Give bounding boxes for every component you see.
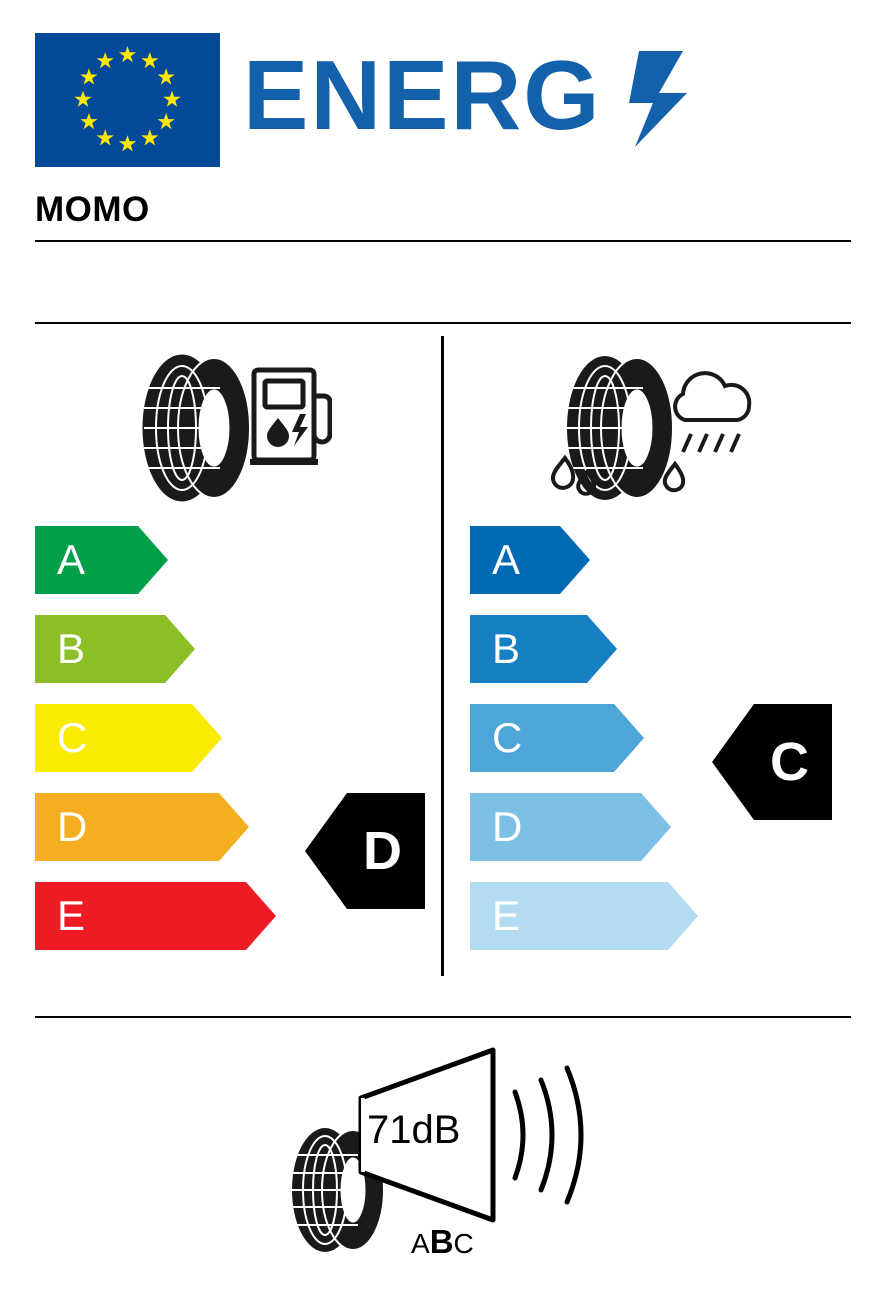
divider-top <box>35 240 851 242</box>
fuel-result-letter: D <box>363 821 402 881</box>
eu-flag-icon <box>35 33 220 167</box>
noise-class-a: A <box>411 1228 430 1259</box>
divider-second <box>35 322 851 324</box>
grade-letter: D <box>492 803 523 850</box>
grade-letter: B <box>492 625 521 672</box>
noise-class-row <box>411 1223 474 1261</box>
energy-wordmark <box>243 47 713 151</box>
grade-letter: D <box>57 803 88 850</box>
grade-letter: E <box>57 892 86 939</box>
tyre-fuel-pump-icon <box>122 348 332 513</box>
grade-letter: C <box>57 714 88 761</box>
grade-arrow-a <box>470 526 590 594</box>
noise-class-b: B <box>429 1223 454 1260</box>
divider-noise <box>35 1016 851 1018</box>
wet-result-letter: C <box>770 732 809 792</box>
grade-letter: E <box>492 892 521 939</box>
brand-name: MOMO <box>35 190 150 229</box>
svg-text:ENERG: ENERG <box>243 47 602 150</box>
grade-arrow-a <box>35 526 168 594</box>
grade-letter: C <box>492 714 523 761</box>
tyre-rain-cloud-icon <box>525 348 770 513</box>
grade-letter: B <box>57 625 86 672</box>
grade-letter: A <box>57 536 86 583</box>
divider-vertical <box>441 336 444 976</box>
noise-value: 71dB <box>367 1108 461 1152</box>
noise-class-c: C <box>453 1228 474 1259</box>
grade-letter: A <box>492 536 521 583</box>
